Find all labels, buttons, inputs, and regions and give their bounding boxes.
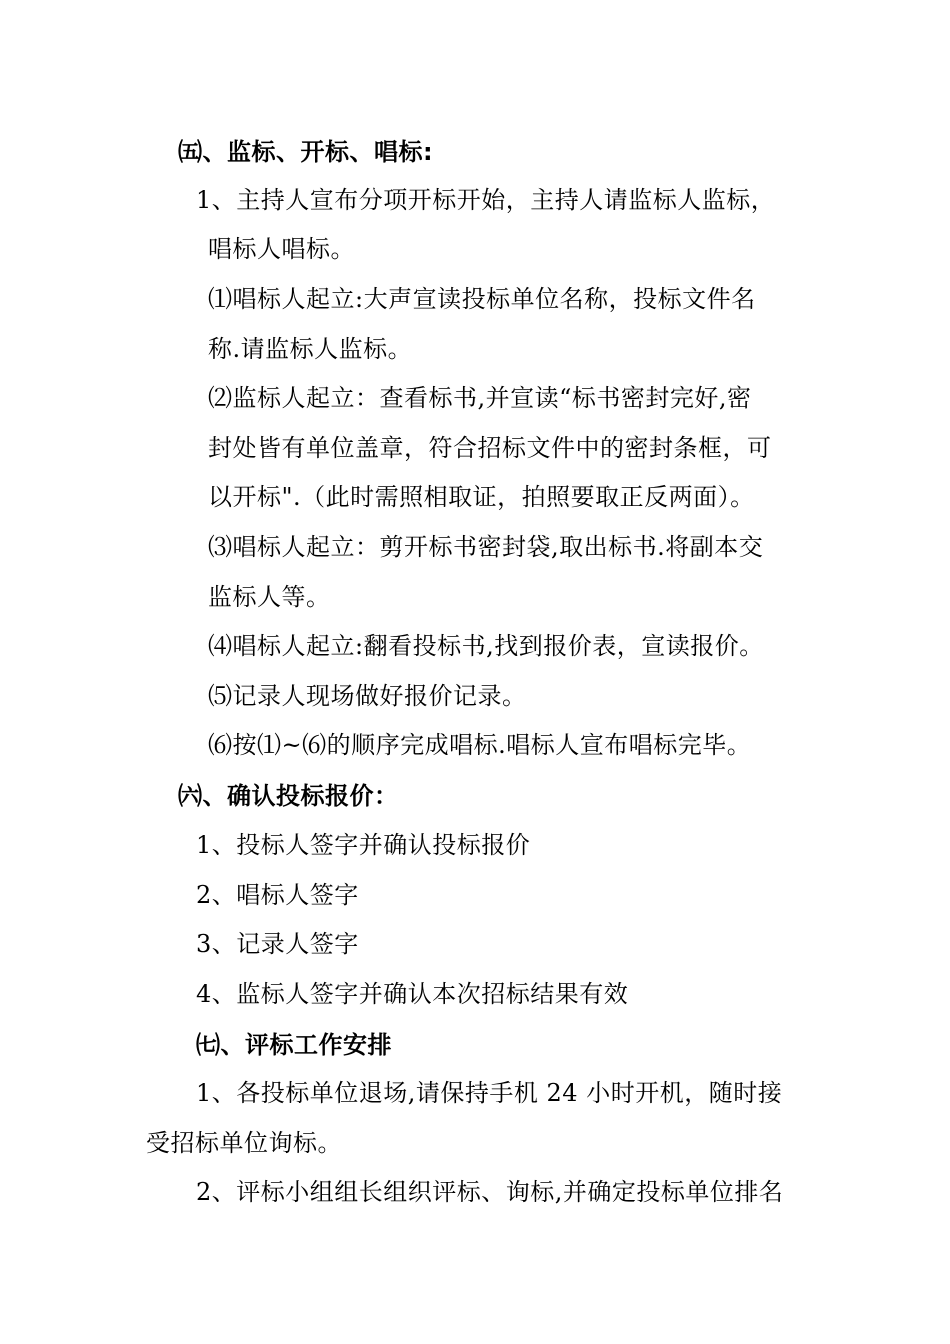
section-heading-5: ㈤、监标、开标、唱标: [178,138,434,166]
paragraph-line: 唱标人唱标。 [208,235,355,263]
section-heading-7: ㈦、评标工作安排 [196,1031,392,1059]
paragraph-line: ⑹按⑴~⑹的顺序完成唱标.唱标人宣布唱标完毕。 [208,731,752,759]
paragraph-line: 监标人等。 [208,583,331,611]
paragraph-line: 称.请监标人监标。 [208,335,413,363]
paragraph-line: 1、主持人宣布分项开标开始，主持人请监标人监标， [196,186,776,214]
paragraph-line: 2、唱标人签字 [196,881,359,909]
paragraph-line: ⑴唱标人起立:大声宣读投标单位名称，投标文件名 [208,285,756,313]
paragraph-line: ⑸记录人现场做好报价记录。 [208,682,527,710]
paragraph-line: 3、记录人签字 [196,930,359,958]
paragraph-line: 1、投标人签字并确认投标报价 [196,831,531,859]
paragraph-line: 封处皆有单位盖章，符合招标文件中的密封条框，可 [208,434,772,462]
paragraph-line: 受招标单位询标。 [146,1129,342,1157]
paragraph-line: ⑶唱标人起立：剪开标书密封袋,取出标书.将副本交 [208,533,764,561]
paragraph-line: 2、评标小组组长组织评标、询标,并确定投标单位排名 [196,1178,784,1206]
paragraph-line: 以开标".（此时需照相取证，拍照要取正反两面）。 [208,483,755,511]
paragraph-line: ⑷唱标人起立:翻看投标书,找到报价表，宣读报价。 [208,632,764,660]
paragraph-line: 4、监标人签字并确认本次招标结果有效 [196,980,629,1008]
paragraph-line: 1、各投标单位退场,请保持手机 24 小时开机，随时接 [196,1079,783,1107]
paragraph-line: ⑵监标人起立：查看标书,并宣读“标书密封完好,密 [208,384,752,412]
section-heading-6: ㈥、确认投标报价： [178,782,399,810]
